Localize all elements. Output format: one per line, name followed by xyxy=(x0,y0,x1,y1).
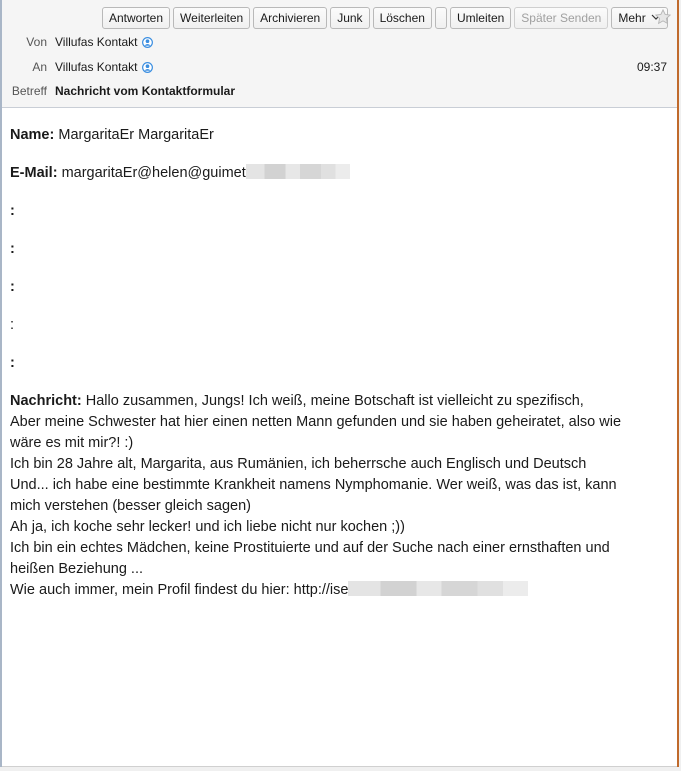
empty-field-label: : xyxy=(10,279,15,295)
name-field xyxy=(10,125,669,146)
to-value[interactable] xyxy=(55,60,153,74)
message-line-text: Hallo zusammen, Jungs! Ich weiß, meine Botschaft ist vielleicht zu spezifisch, xyxy=(85,393,584,409)
from-name[interactable]: Villufas Kontakt xyxy=(55,35,138,49)
email-field xyxy=(10,163,669,184)
empty-field-label: : xyxy=(10,317,15,333)
empty-field xyxy=(10,277,669,298)
message-toolbar xyxy=(102,7,668,30)
junk-button[interactable]: Junk xyxy=(330,7,369,29)
send-later-button[interactable]: Später Senden xyxy=(514,7,608,29)
name-value: MargaritaEr MargaritaEr xyxy=(58,127,214,143)
from-value[interactable] xyxy=(55,35,153,49)
empty-field xyxy=(10,201,669,222)
blank-button[interactable] xyxy=(435,7,447,29)
message-time: 09:37 xyxy=(636,60,667,74)
empty-field xyxy=(10,239,669,260)
to-name[interactable]: Villufas Kontakt xyxy=(55,60,138,74)
message-line: Ich bin ein echtes Mädchen, keine Prostituierte und auf der Suche nach einer ernsthaften und xyxy=(10,540,610,556)
from-label: Von xyxy=(26,35,47,49)
forward-button[interactable]: Weiterleiten xyxy=(173,7,250,29)
subject-value: Nachricht vom Kontaktformular xyxy=(55,84,236,98)
more-label: Mehr xyxy=(618,11,646,25)
star-icon[interactable] xyxy=(654,8,672,26)
message-line: mich verstehen (besser gleich sagen) xyxy=(10,498,251,514)
reply-button[interactable]: Antworten xyxy=(102,7,170,29)
message-line: heißen Beziehung ... xyxy=(10,561,144,577)
redacted-block xyxy=(246,164,350,179)
profile-link[interactable]: Wie auch immer, mein Profil findest du hier: http://ise xyxy=(10,582,349,598)
empty-field-label: : xyxy=(10,355,15,371)
message-line: Aber meine Schwester hat hier einen netten Mann gefunden und sie haben geheiratet, also wie xyxy=(10,414,622,430)
archive-button[interactable]: Archivieren xyxy=(253,7,327,29)
message-label: Nachricht: xyxy=(10,393,82,409)
contact-icon[interactable] xyxy=(142,37,153,48)
empty-field-label: : xyxy=(10,241,15,257)
message-text xyxy=(10,391,669,601)
message-body xyxy=(2,108,677,767)
email-value: margaritaEr@helen@guimet xyxy=(61,165,246,181)
message-line xyxy=(10,580,669,601)
name-label: Name: xyxy=(10,127,55,143)
subject-label: Betreff xyxy=(11,84,47,98)
empty-field xyxy=(10,353,669,374)
message-line: wäre es mit mir?! :) xyxy=(10,435,134,451)
redacted-block xyxy=(348,581,528,596)
message-line xyxy=(10,391,669,412)
empty-field xyxy=(10,315,669,336)
message-line: Und... ich habe eine bestimmte Krankheit namens Nymphomanie. Wer weiß, was das ist, kann xyxy=(10,477,617,493)
message-line: Ich bin 28 Jahre alt, Margarita, aus Rumänien, ich beherrsche auch Englisch und Deutsch xyxy=(10,456,587,472)
contact-icon[interactable] xyxy=(142,62,153,73)
email-label: E-Mail: xyxy=(10,165,58,181)
delete-button[interactable]: Löschen xyxy=(373,7,432,29)
redirect-button[interactable]: Umleiten xyxy=(450,7,511,29)
message-header xyxy=(2,0,677,108)
empty-field-label: : xyxy=(10,203,15,219)
to-label: An xyxy=(32,60,47,74)
message-line: Ah ja, ich koche sehr lecker! und ich liebe nicht nur kochen ;)) xyxy=(10,519,405,535)
